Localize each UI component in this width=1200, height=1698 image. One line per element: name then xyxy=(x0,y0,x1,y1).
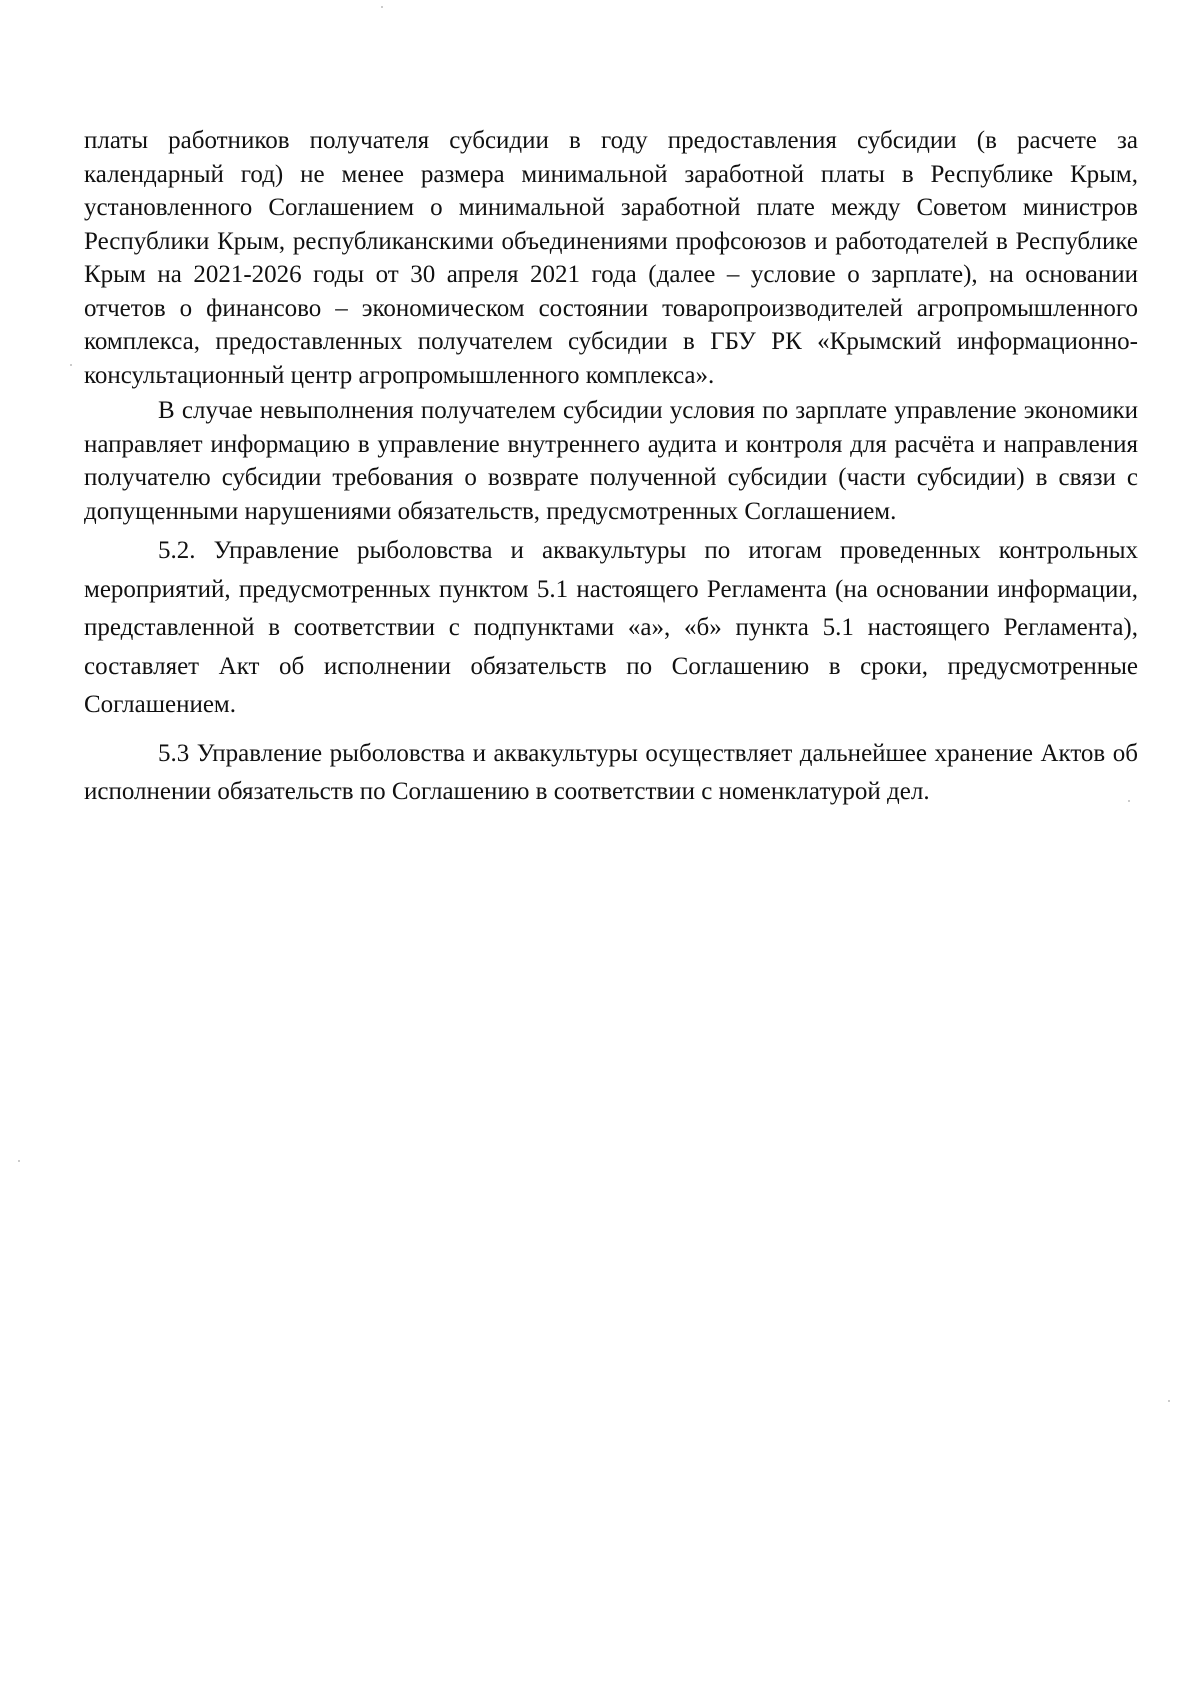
scan-speck xyxy=(1168,1400,1170,1402)
scan-speck xyxy=(18,1160,20,1162)
paragraph-clause-5-3: 5.3 Управление рыболовства и аквакультуры осуществляет дальнейшее хранение Актов об исполнении обязательств по Соглашению в соответствии с номенклатурой дел. xyxy=(84,739,1138,805)
paragraph-wage-condition-continuation: платы работников получателя субсидии в году предоставления субсидии (в расчете за календарный год) не менее размера минимальной заработной платы в Республике Крым, установленного Соглашением о минимальной заработной плате между Советом министров Республики Крым, республиканскими объединениями профсоюзов и работодателей в Республике Крым на 2021-2026 годы от 30 апреля 2021 года (далее – условие о зарплате), на основании отчетов о финансово – экономическом состоянии товаропроизводителей агропромышленного комплекса, предоставленных получателем субсидии в ГБУ РК «Крымский информационно-консультационный центр агропромышленного комплекса». xyxy=(84,127,1138,389)
scan-speck xyxy=(381,6,383,8)
scan-speck xyxy=(70,364,72,366)
paragraph-wage-non-compliance: В случае невыполнения получателем субсидии условия по зарплате управление экономики направляет информацию в управление внутреннего аудита и контроля для расчёта и направления получателю субсидии требования о возврате полученной субсидии (части субсидии) в связи с допущенными нарушениями обязательств, предусмотренных Соглашением. xyxy=(84,397,1138,525)
paragraph-clause-5-2: 5.2. Управление рыболовства и аквакультуры по итогам проведенных контрольных мероприятий, предусмотренных пунктом 5.1 настоящего Регламента (на основании информации, представленной в соответствии с подпунктами «а», «б» пункта 5.1 настоящего Регламента), составляет Акт об исполнении обязательств по Соглашению в сроки, предусмотренные Соглашением. xyxy=(84,537,1138,718)
document-body xyxy=(84,124,1138,812)
scan-speck xyxy=(1128,800,1130,802)
